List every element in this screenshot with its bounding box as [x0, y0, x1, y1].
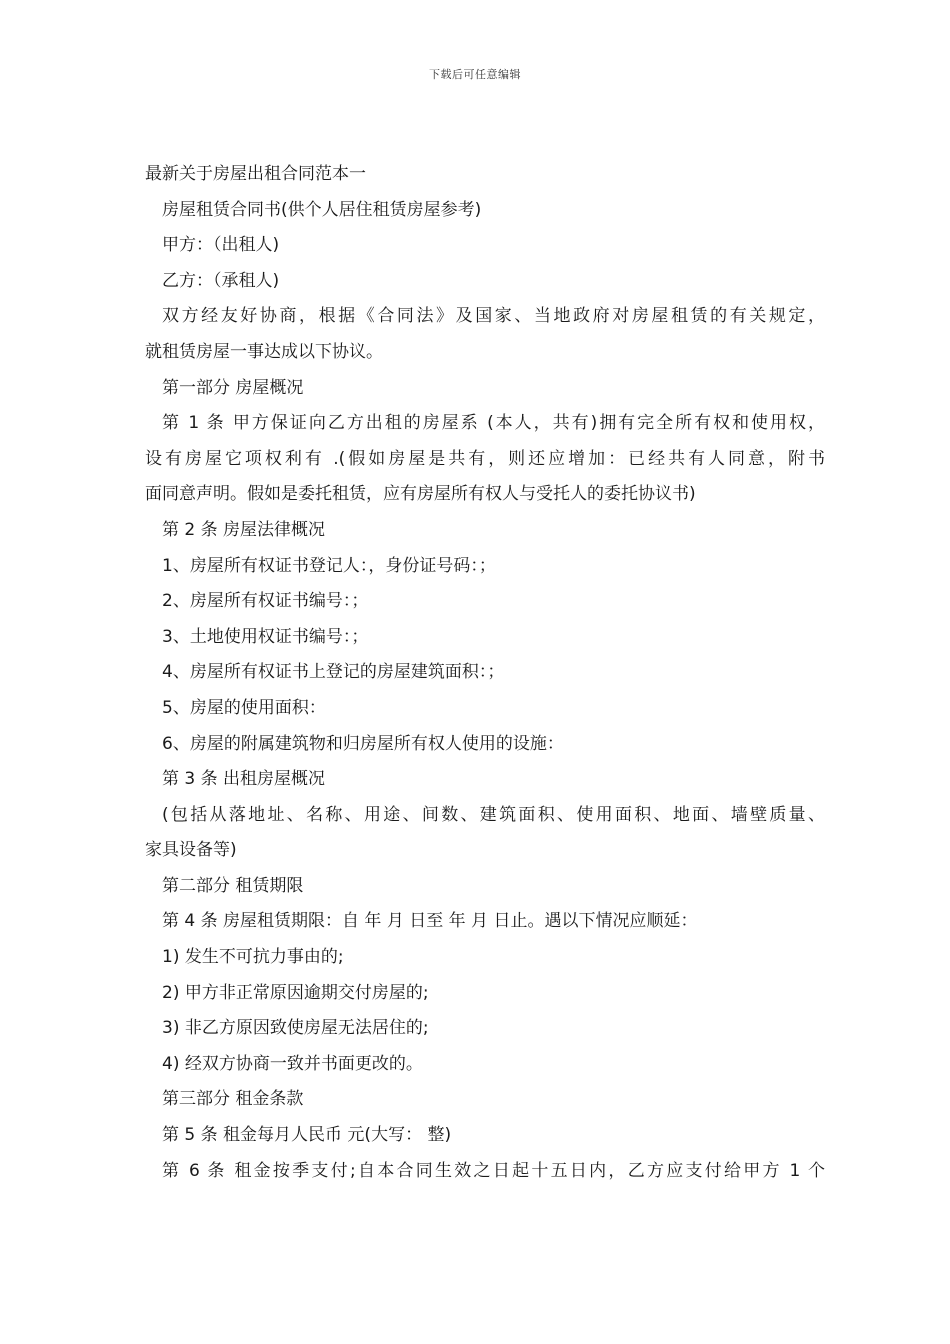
document-line: 4、房屋所有权证书上登记的房屋建筑面积：； [162, 662, 505, 683]
document-line: 第 1 条 甲方保证向乙方出租的房屋系 (本人，共有)拥有完全所有权和使用权， [162, 413, 825, 434]
document-line: 第 5 条 租金每月人民币 元(大写： 整) [162, 1125, 452, 1146]
document-line: 双方经友好协商，根据《合同法》及国家、当地政府对房屋租赁的有关规定， [162, 306, 825, 327]
document-line: 第 2 条 房屋法律概况 [162, 519, 326, 540]
document-line: 最新关于房屋出租合同范本一 [145, 164, 366, 184]
document-line: 第 3 条 出租房屋概况 [162, 769, 326, 790]
document-line: 5、房屋的使用面积： [162, 697, 326, 718]
document-line: 甲方：（出租人) [162, 235, 280, 256]
document-line: 2) 甲方非正常原因逾期交付房屋的; [162, 982, 429, 1003]
document-line: 1、房屋所有权证书登记人：，身份证号码：； [162, 555, 496, 576]
document-line: 房屋租赁合同书(供个人居住租赁房屋参考) [162, 199, 482, 220]
document-line: 第 6 条 租金按季支付;自本合同生效之日起十五日内，乙方应支付给甲方 1 个 [162, 1160, 825, 1181]
document-line: 第 4 条 房屋租赁期限：自 年 月 日至 年 月 日止。遇以下情况应顺延： [162, 911, 698, 932]
document-line: 第三部分 租金条款 [162, 1089, 304, 1110]
document-line: 设有房屋它项权利有 .(假如房屋是共有，则还应增加：已经共有人同意，附书 [145, 448, 825, 469]
document-line: 家具设备等) [145, 840, 237, 861]
document-line: 4) 经双方协商一致并书面更改的。 [162, 1053, 423, 1074]
document-line: 2、房屋所有权证书编号：； [162, 591, 369, 612]
document-line: 第一部分 房屋概况 [162, 377, 304, 398]
document-line: 3、土地使用权证书编号：； [162, 626, 369, 647]
document-line: 面同意声明。假如是委托租赁，应有房屋所有权人与受托人的委托协议书) [145, 484, 696, 505]
document-line: 1) 发生不可抗力事由的; [162, 947, 344, 968]
document-line: 第二部分 租赁期限 [162, 875, 304, 896]
document-line: 乙方：（承租人) [162, 270, 280, 291]
page-header-note: 下载后可任意编辑 [429, 68, 521, 81]
document-body [145, 157, 825, 1189]
document-line: 就租赁房屋一事达成以下协议。 [145, 341, 383, 362]
document-line: (包括从落地址、名称、用途、间数、建筑面积、使用面积、地面、墙壁质量、 [162, 804, 825, 825]
document-line: 6、房屋的附属建筑物和归房屋所有权人使用的设施： [162, 733, 564, 754]
document-line: 3) 非乙方原因致使房屋无法居住的; [162, 1018, 429, 1039]
